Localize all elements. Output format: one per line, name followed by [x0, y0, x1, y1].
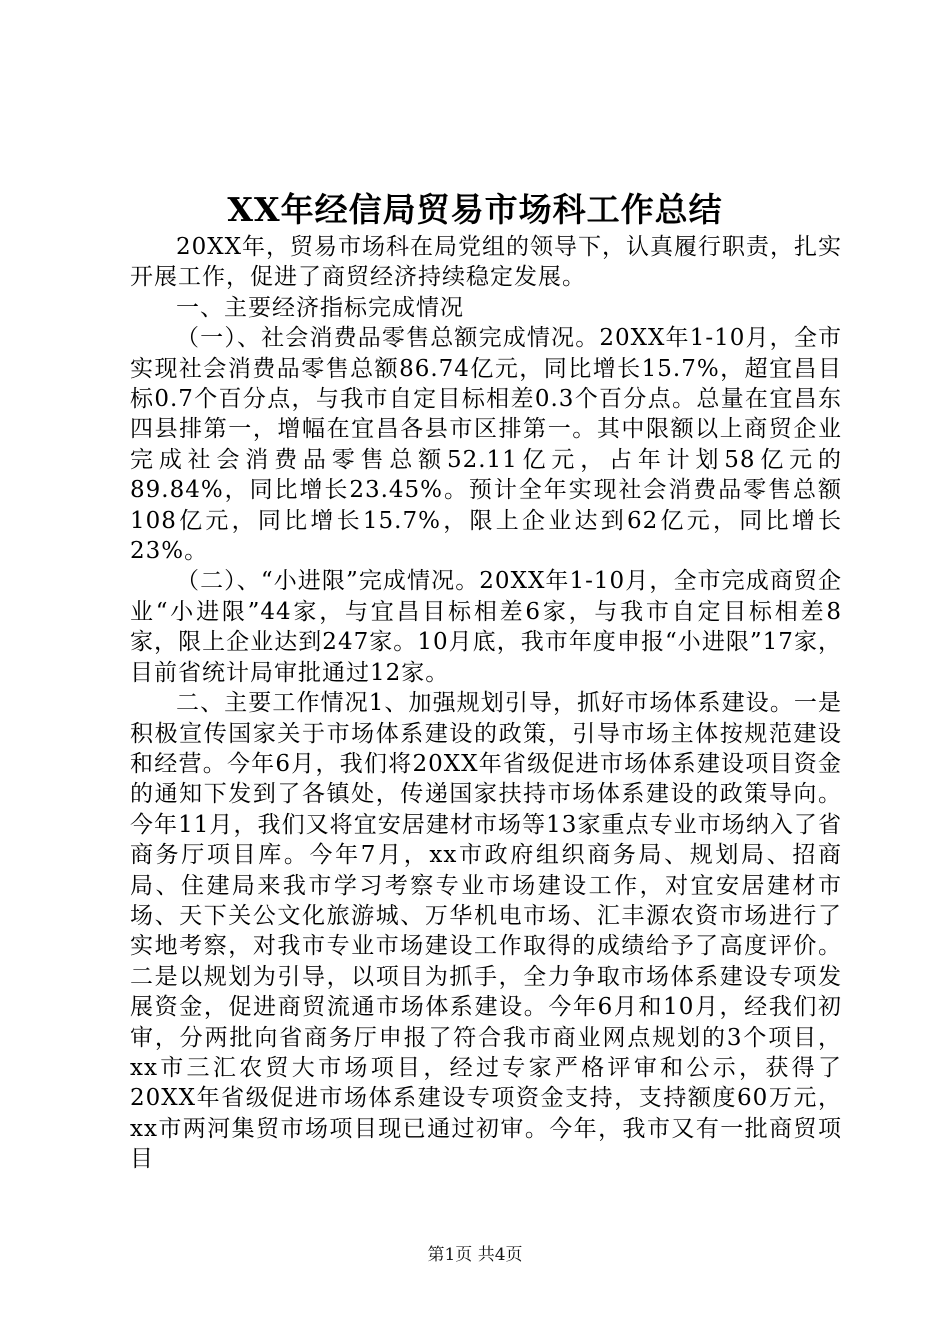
page-number: 第1页 共4页 — [427, 1245, 523, 1265]
paragraph-small-enterprises: （二）、“小进限”完成情况。20XX年1-10月，全市完成商贸企业“小进限”44家，与宜昌目标相差6家，与我市自定目标相差8家，限上企业达到247家。10月底，我市年度申报“小进限”17家，目前省统计局审批通过12家。 — [130, 568, 842, 686]
paragraph-main-work: 二、主要工作情况1、加强规划引导，抓好市场体系建设。一是积极宣传国家关于市场体系建设的政策，引导市场主体按规范建设和经营。今年6月，我们将20XX年省级促进市场体系建设项目资金的通知下发到了各镇处，传递国家扶持市场体系建设的政策导向。今年11月，我们又将宜安居建材市场等13家重点专业市场纳入了省商务厅项目库。今年7月，xx市政府组织商务局、规划局、招商局、住建局来我市学习考察专业市场建设工作，对宜安居建材市场、天下关公文化旅游城、万华机电市场、汇丰源农资市场进行了实地考察，对我市专业市场建设工作取得的成绩给予了高度评价。二是以规划为引导，以项目为抓手，全力争取市场体系建设专项发展资金，促进商贸流通市场体系建设。今年6月和10月，经我们初审，分两批向省商务厅申报了符合我市商业网点规划的3个项目，xx市三汇农贸大市场项目，经过专家严格评审和公示，获得了20XX年省级促进市场体系建设专项资金支持，支持额度60万元，xx市两河集贸市场项目现已通过初审。今年，我市又有一批商贸项目 — [130, 690, 842, 1173]
document-title: XX年经信局贸易市场科工作总结 — [227, 190, 723, 229]
document-body — [130, 232, 842, 1175]
paragraph-retail-sales: （一）、社会消费品零售总额完成情况。20XX年1-10月，全市实现社会消费品零售总额86.74亿元，同比增长15.7%，超宜昌目标0.7个百分点，与我市自定目标相差0.3个百分点。总量在宜昌东四县排第一，增幅在宜昌各县市区排第一。其中限额以上商贸企业完成社会消费品零售总额52.11亿元，占年计划58亿元的89.84%，同比增长23.45%。预计全年实现社会消费品零售总额108亿元，同比增长15.7%，限上企业达到62亿元，同比增长23%。 — [130, 325, 842, 565]
paragraph-intro: 20XX年，贸易市场科在局党组的领导下，认真履行职责，扎实开展工作，促进了商贸经济持续稳定发展。 — [130, 234, 843, 291]
section-heading-1: 一、主要经济指标完成情况 — [176, 294, 464, 321]
